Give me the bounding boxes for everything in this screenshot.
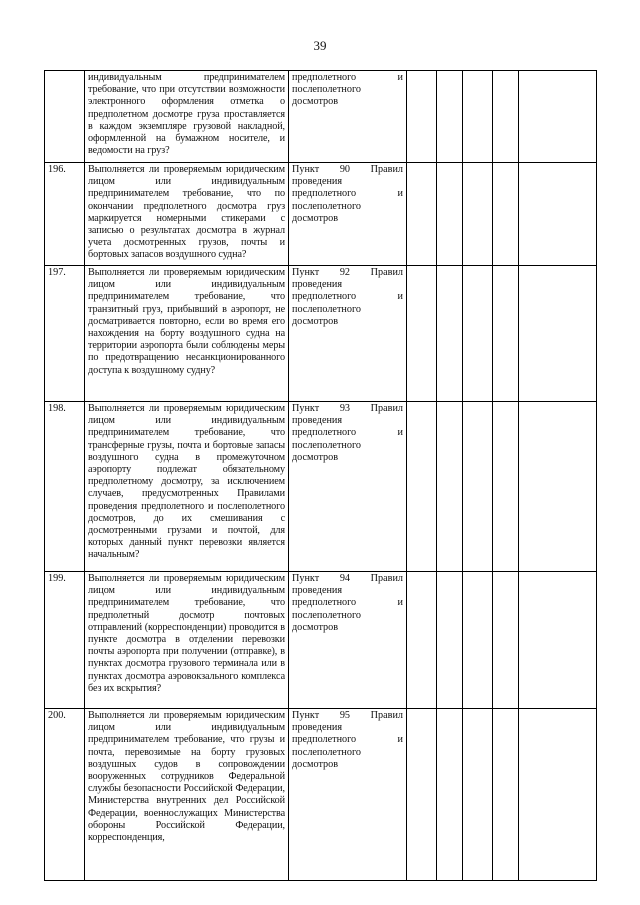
answer-no-cell (437, 71, 463, 163)
row-number: 200. (45, 709, 85, 881)
question-text: индивидуальным предпринимателем требование, что при отсутствии возможности электронного оформления отметка о предполетном досмотре груза проставляется в каждом экземпляре грузовой накладной, оформленной на бумажном носителе, и ведомости на груз? (85, 71, 289, 163)
table-row (45, 163, 597, 266)
answer-yes-cell (407, 709, 437, 881)
answer-extra-cell (493, 71, 519, 163)
answer-na-cell (463, 709, 493, 881)
table-row (45, 71, 597, 163)
row-number: 198. (45, 402, 85, 572)
legal-reference: Пункт 94 Правил проведения предполетного и послеполетного досмотров (289, 572, 407, 709)
answer-na-cell (463, 266, 493, 402)
table-row (45, 266, 597, 402)
row-number: 197. (45, 266, 85, 402)
notes-cell (519, 402, 597, 572)
row-number: 196. (45, 163, 85, 266)
notes-cell (519, 266, 597, 402)
question-text: Выполняется ли проверяемым юридическим лицом или индивидуальным предпринимателем требование, что грузы и почта, перевозимые на борту грузовых воздушных судов в сопровождении вооруженных сотрудников Федеральной службы безопасности Российской Федерации, Министерства внутренних дел Российской Федерации, военнослужащих Министерства обороны Российской Федерации, корреспонденция, (85, 709, 289, 881)
page-number: 39 (313, 38, 327, 53)
legal-reference: Пункт 95 Правил проведения предполетного и послеполетного досмотров (289, 709, 407, 881)
answer-extra-cell (493, 572, 519, 709)
notes-cell (519, 163, 597, 266)
question-text: Выполняется ли проверяемым юридическим лицом или индивидуальным предпринимателем требование, что трансферные грузы, почта и бортовые запасы воздушного судна в промежуточном аэропорту подлежат обязательному предполетному досмотру, за исключением случаев, предусмотренных Правилами проведения предполетного и послеполетного досмотров, до их смешивания с досмотренными грузами и почтой, для которых данный пункт перевозки является начальным? (85, 402, 289, 572)
question-text: Выполняется ли проверяемым юридическим лицом или индивидуальным предпринимателем требование, что транзитный груз, прибывший в аэропорт, не досматривается повторно, если во время его нахождения на борту воздушного судна на территории аэропорта были соблюдены меры по предотвращению несанкционированного доступа к воздушному судну? (85, 266, 289, 402)
answer-na-cell (463, 402, 493, 572)
answer-yes-cell (407, 266, 437, 402)
legal-reference: предполетного и послеполетного досмотров (289, 71, 407, 163)
answer-extra-cell (493, 402, 519, 572)
question-text: Выполняется ли проверяемым юридическим лицом или индивидуальным предпринимателем требование, что по окончании предполетного досмотра груз маркируется номерными стикерами с записью о результатах досмотра в журнал учета досмотренных грузов, почты и бортовых запасов воздушного судна? (85, 163, 289, 266)
answer-no-cell (437, 572, 463, 709)
table-row (45, 572, 597, 709)
answer-no-cell (437, 266, 463, 402)
answer-no-cell (437, 402, 463, 572)
row-number: 199. (45, 572, 85, 709)
answer-no-cell (437, 163, 463, 266)
question-text: Выполняется ли проверяемым юридическим лицом или индивидуальным предпринимателем требование, что предполетный досмотр почтовых отправлений (корреспонденции) проводится в пункте досмотра в отделении перевозки почты аэропорта при получении (отправке), в пунктах досмотра грузового терминала или в пунктах досмотра аэровокзального комплекса без их вскрытия? (85, 572, 289, 709)
answer-extra-cell (493, 266, 519, 402)
answer-extra-cell (493, 709, 519, 881)
answer-na-cell (463, 572, 493, 709)
checklist-table (44, 70, 597, 881)
answer-yes-cell (407, 71, 437, 163)
answer-na-cell (463, 163, 493, 266)
answer-yes-cell (407, 163, 437, 266)
legal-reference: Пункт 92 Правил проведения предполетного и послеполетного досмотров (289, 266, 407, 402)
answer-extra-cell (493, 163, 519, 266)
answer-na-cell (463, 71, 493, 163)
notes-cell (519, 709, 597, 881)
notes-cell (519, 572, 597, 709)
answer-no-cell (437, 709, 463, 881)
legal-reference: Пункт 93 Правил проведения предполетного и послеполетного досмотров (289, 402, 407, 572)
table-row (45, 402, 597, 572)
answer-yes-cell (407, 402, 437, 572)
answer-yes-cell (407, 572, 437, 709)
legal-reference: Пункт 90 Правил проведения предполетного и послеполетного досмотров (289, 163, 407, 266)
row-number (45, 71, 85, 163)
notes-cell (519, 71, 597, 163)
table-row (45, 709, 597, 881)
